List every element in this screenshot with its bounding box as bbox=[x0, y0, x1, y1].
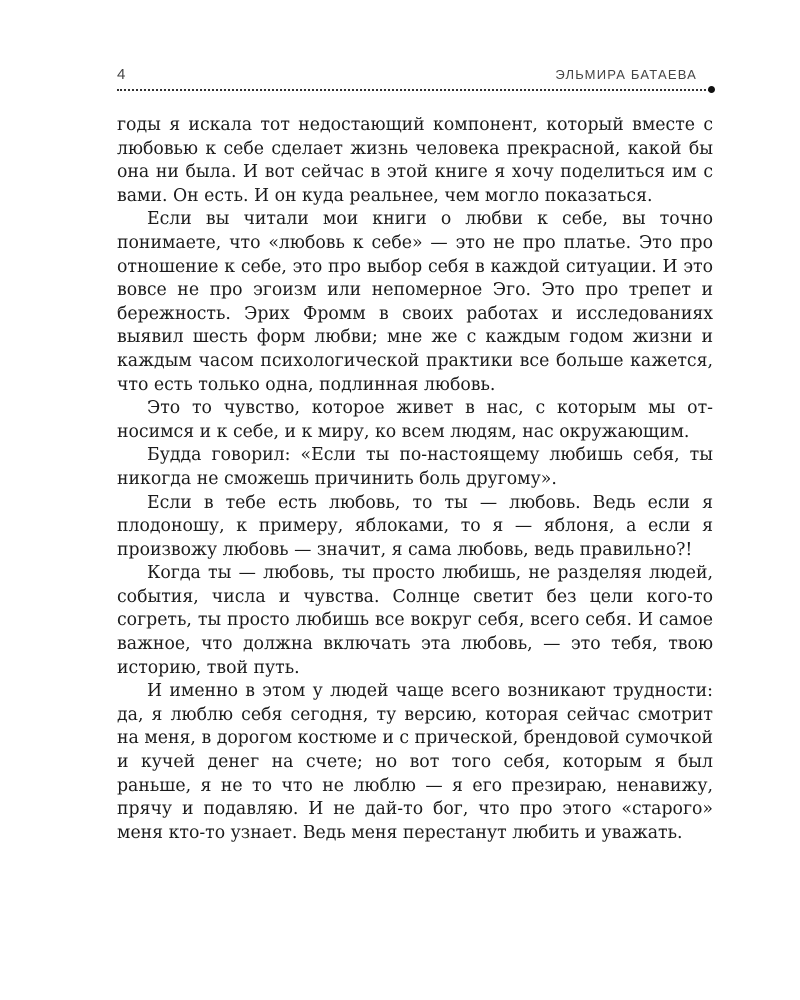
body-text bbox=[117, 114, 713, 845]
header-dotted-rule bbox=[117, 89, 713, 91]
paragraph: Это то чувство, которое живет в нас, с которым мы относимся и к себе, и к миру, ко всем людям, нас окружающим. bbox=[117, 398, 713, 442]
rule-end-dot bbox=[708, 86, 715, 93]
paragraph: Будда говорил: «Если ты по-настоящему любишь себя, ты никогда не сможешь причинить боль другому». bbox=[117, 445, 713, 489]
paragraph: Когда ты — любовь, ты просто любишь, не разделяя людей, события, числа и чувства. Солнце светит без цели кого-то согреть, ты просто любишь все вокруг себя, всего себя. И самое важное, что должна включать эта любовь, — это тебя, твою историю, твой путь. bbox=[117, 563, 713, 678]
paragraph: Если вы читали мои книги о любви к себе, вы точно понимаете, что «любовь к себе» — это не про платье. Это про отношение к себе, это про выбор себя в каждой ситуации. И это вовсе не про эгоизм или непомерное Эго. Это про трепет и бережность. Эрих Фромм в своих работах и исследованиях выявил шесть форм любви; мне же с каждым годом жизни и каждым часом психологической практики все больше кажется, что есть только одна, подлинная любовь. bbox=[117, 209, 713, 395]
author-name: ЭЛЬМИРА БАТАЕВА bbox=[555, 67, 697, 82]
paragraph: Если в тебе есть любовь, то ты — любовь. Ведь если я плодоношу, к примеру, яблоками, то я — яблоня, а если я произвожу любовь — значит, я сама любовь, ведь правильно?! bbox=[117, 492, 713, 560]
running-header bbox=[117, 62, 713, 88]
paragraph: годы я искала тот недостающий компонент, который вместе с любовью к себе сделает жизнь человека прекрасной, какой бы она ни была. И вот сейчас в этой книге я хочу поделиться им с вами. Он есть. И он куда реальнее, чем могло показаться. bbox=[117, 115, 713, 206]
page-number: 4 bbox=[117, 66, 126, 83]
paragraph: И именно в этом у людей чаще всего возникают трудности: да, я люблю себя сегодня, ту версию, которая сейчас смотрит на меня, в дорогом костюме и с прической, брендовой сумочкой и кучей денег на счете; но вот того себя, которым я был раньше, я не то что не люблю — я его презираю, ненавижу, прячу и подавляю. И не дай-то бог, что про этого «старого» меня кто-то узнает. Ведь меня перестанут любить и уважать. bbox=[117, 681, 713, 843]
book-page bbox=[117, 62, 713, 845]
